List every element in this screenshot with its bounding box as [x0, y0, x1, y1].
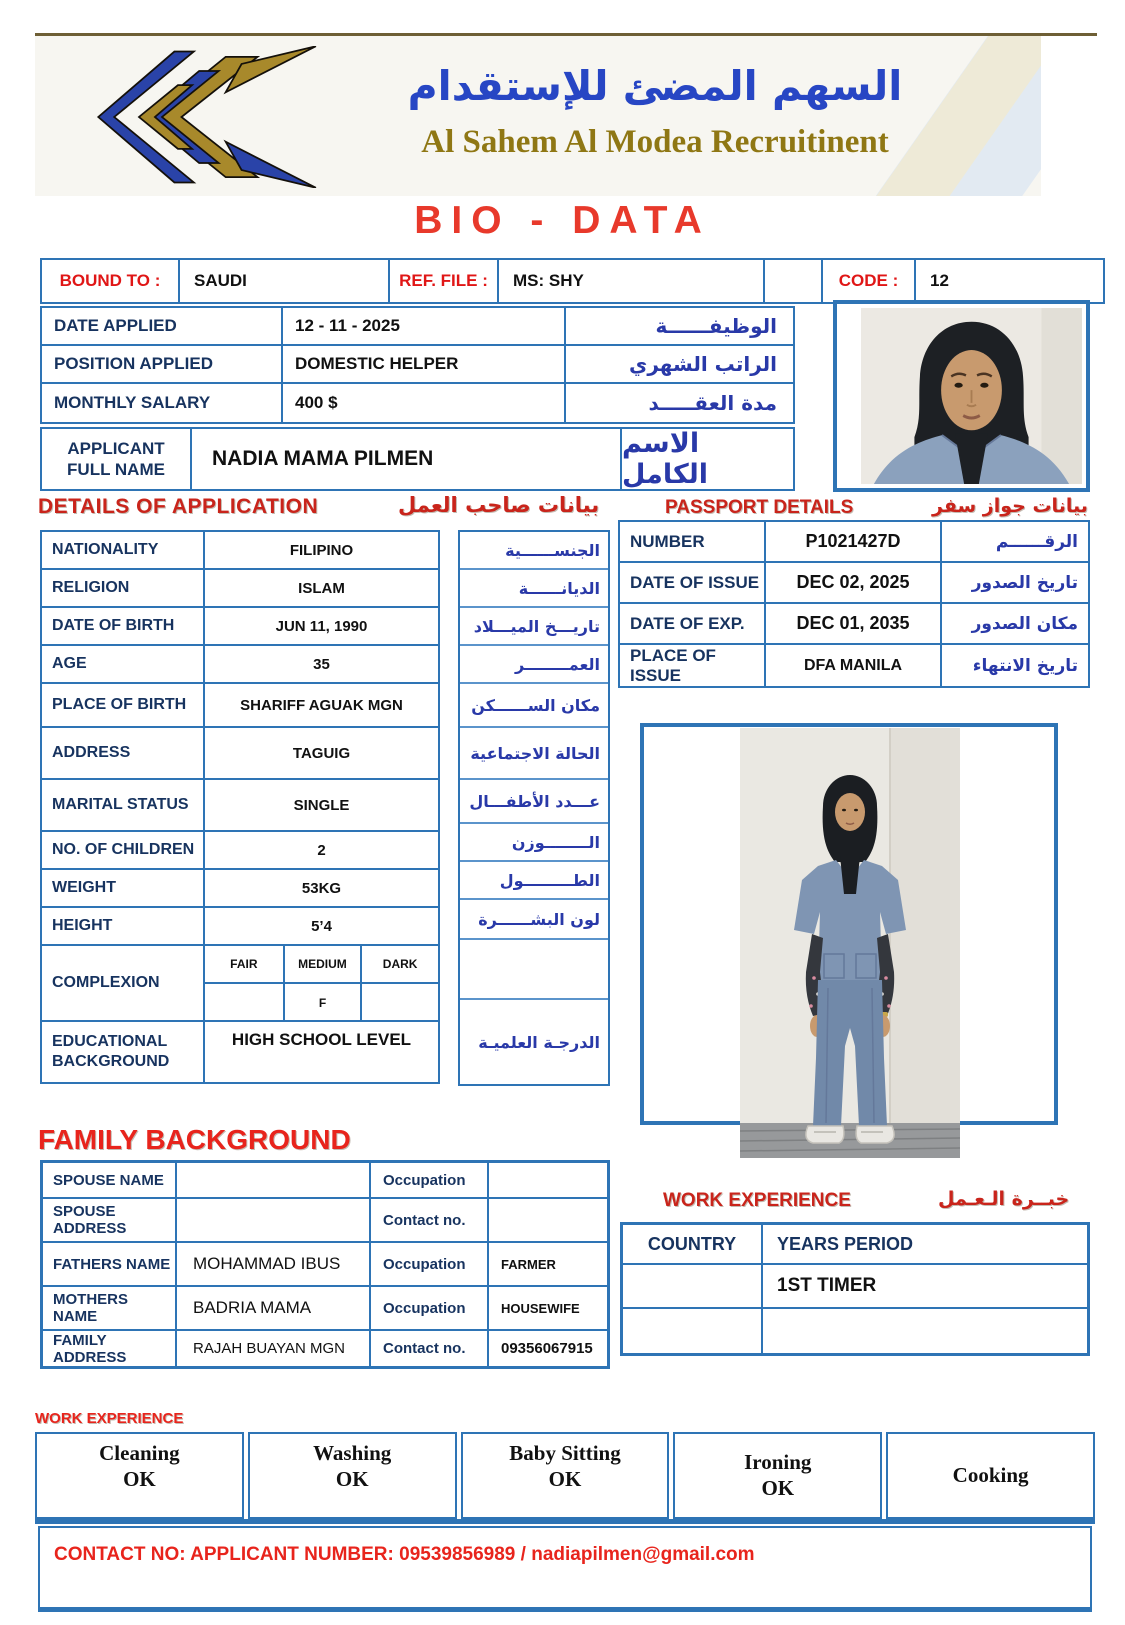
complexion-mark-dark: [360, 984, 438, 1022]
years-period-value: 1ST TIMER: [777, 1275, 877, 1296]
table-row: [43, 1199, 607, 1243]
age-arabic: العمــــــــر: [460, 646, 608, 684]
passport-section-title-arabic: بيانات جواز سفر: [932, 495, 1088, 517]
date-of-birth-label: DATE OF BIRTH: [42, 608, 205, 644]
children-label: NO. OF CHILDREN: [42, 832, 205, 868]
table-row: [43, 1243, 607, 1287]
ref-file-label: REF. FILE :: [390, 260, 499, 302]
mothers-name-label: MOTHERS NAME: [43, 1287, 177, 1329]
date-applied-value: 12 - 11 - 2025: [283, 308, 566, 344]
family-contact-label: Contact no.: [371, 1331, 489, 1366]
place-of-birth-label: PLACE OF BIRTH: [42, 684, 205, 726]
skills-section-title: WORK EXPERIENCE: [35, 1410, 184, 1427]
height-label: HEIGHT: [42, 908, 205, 944]
skill-name: Ironing: [744, 1450, 812, 1474]
height-arabic: الطـــــــــول: [460, 862, 608, 900]
applicant-full-name: NADIA MAMA PILMEN: [192, 429, 622, 489]
table-row: [43, 1331, 607, 1366]
company-name-arabic: السهم المضئ للإستقدام: [407, 62, 903, 110]
height-value: 5’4: [311, 917, 332, 935]
mother-occupation-value: HOUSEWIFE: [501, 1300, 580, 1316]
passport-details-table: [618, 520, 1090, 688]
father-occupation-value: FARMER: [501, 1256, 556, 1272]
table-row: [43, 1287, 607, 1331]
position-applied-value: DOMESTIC HELPER: [283, 346, 566, 382]
date-of-issue-arabic: تاريخ الصدور: [971, 572, 1078, 593]
marital-status-label: MARITAL STATUS: [42, 780, 205, 830]
application-table: [40, 306, 795, 424]
years-period-value: [763, 1309, 1087, 1353]
date-of-issue-value: DEC 02, 2025: [766, 563, 942, 602]
spouse-contact-value: [489, 1199, 607, 1241]
place-of-issue-arabic: تاريخ الانتهاء: [972, 655, 1078, 676]
table-row: [620, 563, 1088, 604]
position-applied-label: POSITION APPLIED: [42, 346, 283, 382]
table-row: [42, 908, 438, 946]
details-section-title-arabic: بيانات صاحب العمل: [398, 493, 600, 517]
table-row: [42, 646, 438, 684]
company-banner: [35, 36, 1041, 196]
religion-value: ISLAM: [298, 579, 345, 597]
skill-baby-sitting: [461, 1432, 670, 1519]
marital-status-arabic: الحالة الاجتماعية: [460, 728, 608, 780]
spouse-occupation-label: Occupation: [371, 1163, 489, 1197]
work-experience-table: [620, 1222, 1090, 1356]
table-row: [42, 570, 438, 608]
nationality-arabic: الجنســــــية: [460, 532, 608, 570]
complexion-option-dark: DARK: [360, 946, 438, 984]
religion-arabic: الديانــــــة: [460, 570, 608, 608]
table-row: [42, 608, 438, 646]
education-value: HIGH SCHOOL LEVEL: [231, 1030, 412, 1049]
spouse-name-label: SPOUSE NAME: [43, 1163, 177, 1197]
applicant-label-line2: FULL NAME: [67, 460, 165, 479]
table-row: [623, 1309, 1087, 1353]
passport-section-title: PASSPORT DETAILS: [665, 497, 854, 518]
skill-name: Baby Sitting: [509, 1441, 621, 1465]
monthly-salary-value: 400 $: [283, 384, 566, 422]
company-logo-arrow-icon: [93, 46, 323, 188]
table-row: [620, 645, 1088, 686]
bound-to-label: BOUND TO :: [42, 260, 180, 302]
table-row: [42, 832, 438, 870]
weight-arabic: الــــــــوزن: [460, 824, 608, 862]
passport-number-arabic: الرقــــــم: [995, 531, 1078, 552]
table-row: [42, 346, 793, 384]
code-label: CODE :: [823, 260, 916, 302]
contact-box: [38, 1526, 1092, 1612]
table-row: [620, 604, 1088, 645]
children-arabic: عـــدد الأطفـــال: [460, 780, 608, 824]
passport-number-value: P1021427D: [766, 522, 942, 561]
age-label: AGE: [42, 646, 205, 682]
company-name-english: Al Sahem Al Modea Recruitinent: [421, 124, 889, 160]
blank-arabic-cell: [460, 940, 608, 1000]
complexion-option-fair: FAIR: [205, 946, 283, 984]
complexion-mark-medium: F: [283, 984, 361, 1022]
fathers-name-value: MOHAMMAD IBUS: [177, 1243, 371, 1285]
table-row: [42, 308, 793, 346]
weight-value: 53KG: [301, 879, 342, 897]
complexion-label: COMPLEXION: [42, 946, 205, 1020]
nationality-value: FILIPINO: [289, 541, 354, 559]
skill-status: OK: [548, 1467, 582, 1491]
table-row: [42, 684, 438, 728]
applicant-headshot-photo: [833, 300, 1090, 492]
date-of-exp-arabic: مكان الصدور: [971, 613, 1078, 634]
table-row: [43, 1163, 607, 1199]
details-section-title: DETAILS OF APPLICATION: [38, 495, 319, 518]
complexion-option-medium: MEDIUM: [283, 946, 361, 984]
skill-washing: [248, 1432, 457, 1519]
fathers-name-label: FATHERS NAME: [43, 1243, 177, 1285]
country-header: COUNTRY: [623, 1225, 763, 1263]
complexion-row: [42, 946, 438, 1022]
applicant-name-arabic: الاسم الكامل: [622, 428, 709, 490]
applicant-name-label: [42, 429, 192, 489]
table-row: [42, 728, 438, 780]
marital-status-value: SINGLE: [293, 796, 350, 814]
bound-ref-code-row: [40, 258, 1105, 304]
monthly-salary-label: MONTHLY SALARY: [42, 384, 283, 422]
position-applied-arabic: الراتب الشهري: [629, 352, 777, 376]
spouse-occupation-value: [489, 1163, 607, 1197]
children-value: 2: [317, 841, 326, 859]
education-label: [42, 1022, 205, 1082]
details-arabic-labels-column: [458, 530, 610, 1086]
family-contact-value: 09356067915: [501, 1340, 593, 1357]
skill-name: Washing: [313, 1441, 392, 1465]
spouse-address-value: [177, 1199, 371, 1241]
ref-file-value: MS: SHY: [499, 260, 765, 302]
date-of-exp-value: DEC 01, 2035: [766, 604, 942, 643]
place-of-issue-value: DFA MANILA: [766, 645, 942, 686]
applicant-label-line1: APPLICANT: [67, 438, 165, 458]
date-applied-arabic: الوظيفــــــة: [655, 314, 777, 338]
family-address-value: RAJAH BUAYAN MGN: [177, 1331, 371, 1366]
table-header-row: [623, 1225, 1087, 1265]
education-label-line2: BACKGROUND: [52, 1053, 170, 1070]
place-of-issue-label: PLACE OF ISSUE: [620, 645, 766, 686]
applicant-full-body-photo: [740, 728, 960, 1158]
country-value: [623, 1309, 763, 1353]
date-of-issue-label: DATE OF ISSUE: [620, 563, 766, 602]
skill-cooking: [886, 1432, 1095, 1519]
table-row: [42, 532, 438, 570]
skills-table: [35, 1432, 1095, 1524]
bound-to-value: SAUDI: [180, 260, 390, 302]
country-value: [623, 1265, 763, 1307]
skill-name: Cooking: [952, 1462, 1029, 1487]
date-of-exp-label: DATE OF EXP.: [620, 604, 766, 643]
date-applied-label: DATE APPLIED: [42, 308, 283, 344]
date-of-birth-value: JUN 11, 1990: [275, 617, 368, 635]
monthly-salary-arabic: مدة العقـــــد: [648, 391, 777, 415]
details-of-application-table: [40, 530, 440, 1084]
mother-occupation-label: Occupation: [371, 1287, 489, 1329]
family-address-label: FAMILY ADDRESS: [43, 1331, 177, 1366]
complexion-mark-fair: [205, 984, 283, 1022]
family-background-table: [40, 1160, 610, 1369]
spouse-address-label: SPOUSE ADDRESS: [43, 1199, 177, 1241]
page-title: BIO - DATA: [414, 199, 711, 242]
weight-label: WEIGHT: [42, 870, 205, 906]
skill-status: OK: [335, 1467, 369, 1491]
education-label-line1: EDUCATIONAL: [52, 1033, 168, 1050]
residence-arabic: مكان الســــــكن: [460, 684, 608, 728]
skill-name: Cleaning: [99, 1441, 180, 1465]
applicant-name-row: [40, 427, 795, 491]
topbar-spacer-cell: [765, 260, 823, 302]
work-experience-title-arabic: خبــرة الـعـمل: [938, 1188, 1070, 1210]
code-value: 12: [930, 271, 949, 290]
spouse-name-value: [177, 1163, 371, 1197]
age-value: 35: [313, 655, 330, 673]
years-period-header: YEARS PERIOD: [777, 1233, 914, 1254]
date-of-birth-arabic: تاريـــخ الميـــلاد: [460, 608, 608, 646]
family-section-title: FAMILY BACKGROUND: [38, 1124, 351, 1155]
passport-number-label: NUMBER: [620, 522, 766, 561]
table-row: [42, 384, 793, 422]
table-row: [620, 522, 1088, 563]
address-label: ADDRESS: [42, 728, 205, 778]
education-arabic: الدرجـة العلميـة: [478, 1032, 600, 1052]
religion-label: RELIGION: [42, 570, 205, 606]
contact-line: CONTACT NO: APPLICANT NUMBER: 09539856989 / nadiapilmen@gmail.com: [54, 1544, 755, 1565]
table-row: [623, 1265, 1087, 1309]
skill-cleaning: [35, 1432, 244, 1519]
education-row: [42, 1022, 438, 1082]
table-row: [42, 870, 438, 908]
address-value: TAGUIG: [292, 744, 351, 762]
nationality-label: NATIONALITY: [42, 532, 205, 568]
table-row: [42, 780, 438, 832]
mothers-name-value: BADRIA MAMA: [177, 1287, 371, 1329]
father-occupation-label: Occupation: [371, 1243, 489, 1285]
spouse-contact-label: Contact no.: [371, 1199, 489, 1241]
skill-status: OK: [123, 1467, 156, 1491]
place-of-birth-value: SHARIFF AGUAK MGN: [240, 696, 403, 714]
skill-ironing: [673, 1432, 882, 1519]
complexion-grid: [205, 946, 438, 1020]
complexion-arabic: لون البشــــــرة: [460, 900, 608, 940]
skill-status: OK: [761, 1476, 795, 1500]
work-experience-section-title: WORK EXPERIENCE: [663, 1190, 851, 1211]
